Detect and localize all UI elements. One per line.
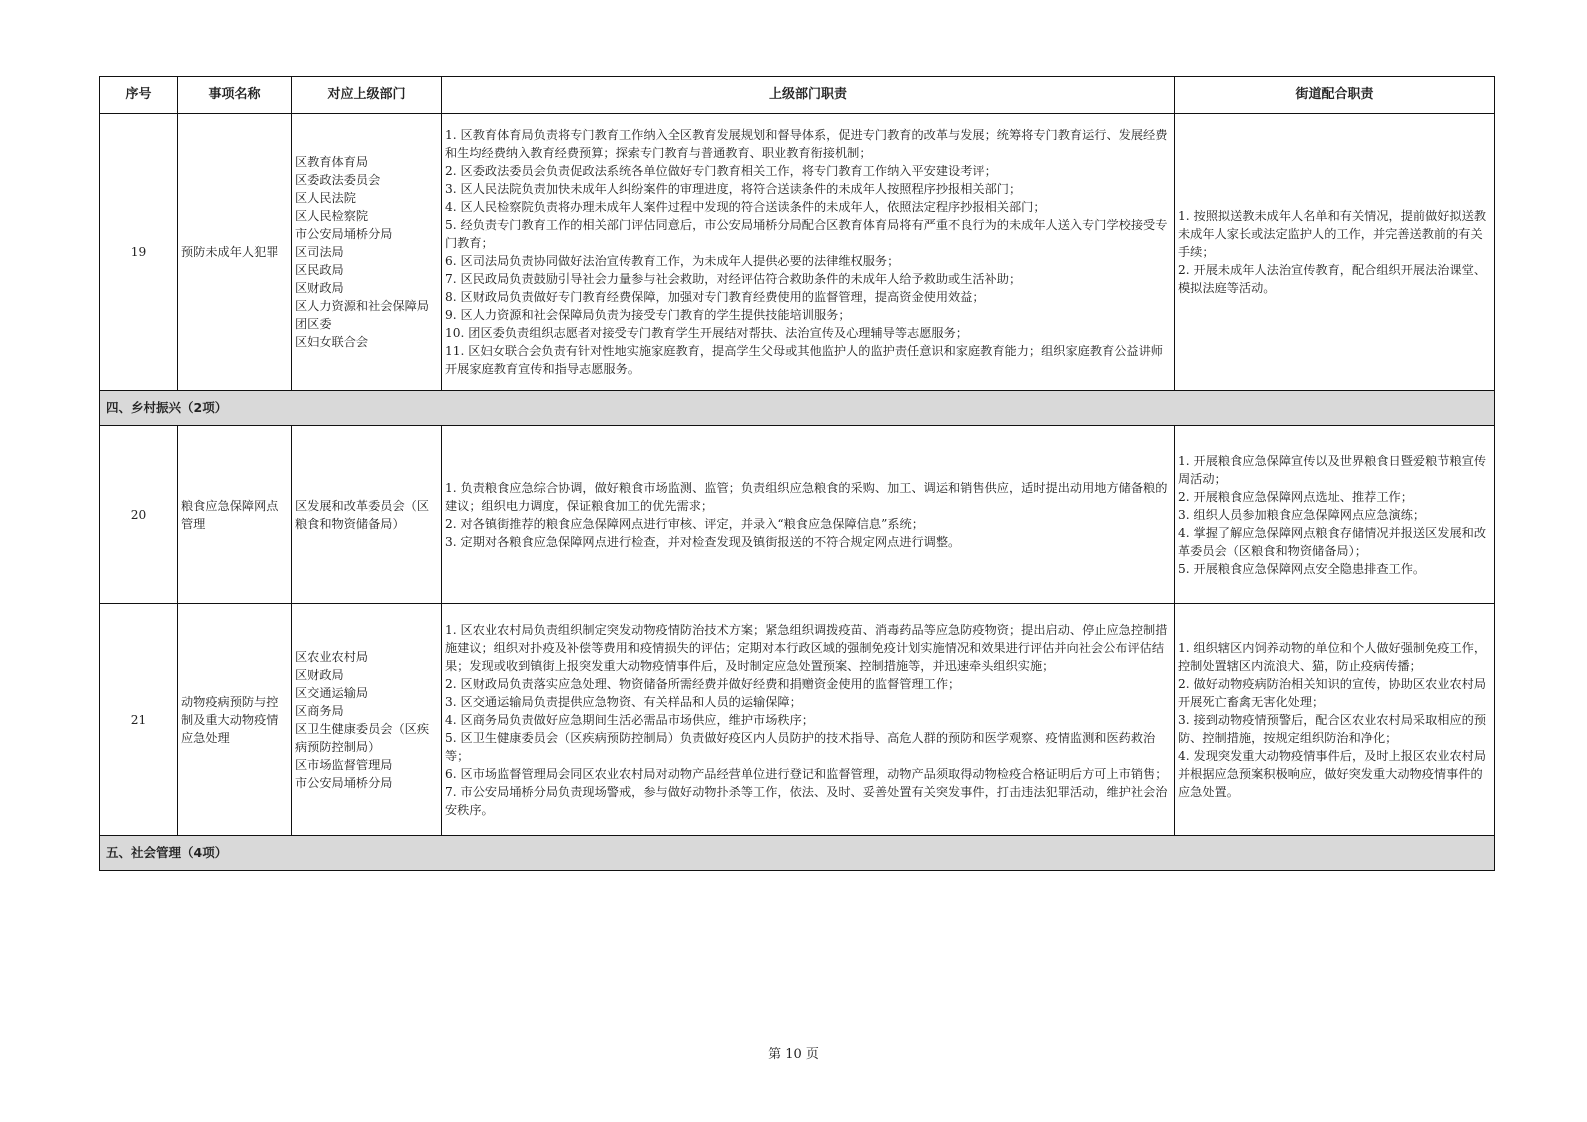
duty-item: 3. 区人民法院负责加快未成年人纠纷案件的审理进度，将符合送读条件的未成年人按照程序抄报相关部门； [445, 182, 1022, 196]
street-item: 3. 接到动物疫情预警后，配合区农业农村局采取相应的预防、控制措施，按规定组织防治和净化； [1178, 712, 1487, 745]
duty-item: 1. 负责粮食应急综合协调，做好粮食市场监测、监管；负责组织应急粮食的采购、加工、调运和销售供应，适时提出动用地方储备粮的建议；组织电力调度，保证粮食加工的优先需求； [445, 480, 1168, 513]
dept-cell [292, 604, 442, 836]
duty-item: 8. 区财政局负责做好专门教育经费保障，加强对专门教育经费使用的监督管理，提高资金使用效益； [445, 290, 985, 304]
dept-item: 区妇女联合会 [295, 335, 369, 349]
dept-cell [292, 426, 442, 604]
header-no: 序号 [100, 77, 178, 114]
duty-item: 2. 对各镇街推荐的粮食应急保障网点进行审核、评定，并录入“粮食应急保障信息”系统； [445, 516, 924, 531]
dept-item: 区教育体育局 [295, 155, 369, 169]
dept-item: 区委政法委员会 [295, 173, 381, 187]
duty-item: 9. 区人力资源和社会保障局负责为接受专门教育的学生提供技能培训服务； [445, 308, 851, 322]
duty-cell [442, 114, 1175, 391]
dept-item: 团区委 [295, 317, 332, 331]
duty-item: 2. 区委政法委员会负责促政法系统各单位做好专门教育相关工作，将专门教育工作纳入平安建设考评； [445, 164, 997, 178]
dept-item: 区市场监督管理局 [295, 757, 393, 772]
item-name: 动物疫病预防与控制及重大动物疫情应急处理 [178, 604, 292, 836]
street-item: 4. 掌握了解应急保障网点粮食存储情况并报送区发展和改革委员会（区粮食和物资储备局）； [1178, 525, 1487, 558]
street-item: 1. 组织辖区内饲养动物的单位和个人做好强制免疫工作，控制处置辖区内流浪犬、猫，防止疫病传播； [1178, 640, 1487, 673]
table-row [100, 604, 1495, 836]
dept-item: 区人民检察院 [295, 209, 369, 223]
dept-item: 区财政局 [295, 667, 344, 682]
dept-item: 区发展和改革委员会（区粮食和物资储备局） [295, 498, 430, 531]
page-number: 第 10 页 [768, 1047, 819, 1062]
duty-cell [442, 426, 1175, 604]
dept-item: 区交通运输局 [295, 685, 369, 700]
dept-cell [292, 114, 442, 391]
street-cell [1175, 114, 1495, 391]
dept-item: 区财政局 [295, 281, 344, 295]
duty-item: 2. 区财政局负责落实应急处理、物资储备所需经费并做好经费和捐赠资金使用的监督管理工作； [445, 676, 961, 691]
duty-item: 4. 区人民检察院负责将办理未成年人案件过程中发现的符合送读条件的未成年人，依照法定程序抄报相关部门； [445, 200, 1046, 214]
header-street: 街道配合职责 [1175, 77, 1495, 114]
section-row [100, 836, 1495, 871]
street-cell [1175, 604, 1495, 836]
dept-item: 区商务局 [295, 703, 344, 718]
row-number: 19 [100, 114, 178, 391]
dept-item: 区民政局 [295, 263, 344, 277]
dept-item: 市公安局埇桥分局 [295, 775, 393, 790]
duty-item: 3. 区交通运输局负责提供应急物资、有关样品和人员的运输保障； [445, 694, 802, 709]
street-item: 5. 开展粮食应急保障网点安全隐患排查工作。 [1178, 561, 1426, 576]
street-item: 2. 开展未成年人法治宣传教育，配合组织开展法治课堂、模拟法庭等活动。 [1178, 263, 1487, 295]
section-title-rural: 四、乡村振兴（2项） [100, 391, 1495, 426]
duty-item: 7. 市公安局埇桥分局负责现场警戒，参与做好动物扑杀等工作，依法、及时、妥善处置有关突发事件，打击违法犯罪活动，维护社会治安秩序。 [445, 784, 1168, 817]
street-item: 1. 按照拟送教未成年人名单和有关情况，提前做好拟送教未成年人家长或法定监护人的工作，并完善送教前的有关手续； [1178, 209, 1487, 259]
dept-item: 区人民法院 [295, 191, 356, 205]
item-name: 预防未成年人犯罪 [178, 114, 292, 391]
duty-cell [442, 604, 1175, 836]
street-item: 2. 开展粮食应急保障网点选址、推荐工作； [1178, 489, 1413, 504]
row-number: 21 [100, 604, 178, 836]
duty-item: 10. 团区委负责组织志愿者对接受专门教育学生开展结对帮扶、法治宣传及心理辅导等志愿服务； [445, 326, 968, 340]
row-number: 20 [100, 426, 178, 604]
street-item: 2. 做好动物疫病防治相关知识的宣传，协助区农业农村局开展死亡畜禽无害化处理； [1178, 676, 1487, 709]
dept-item: 区人力资源和社会保障局 [295, 299, 430, 313]
dept-item: 市公安局埇桥分局 [295, 227, 393, 241]
section-title-social: 五、社会管理（4项） [100, 836, 1495, 871]
duty-item: 1. 区农业农村局负责组织制定突发动物疫情防治技术方案；紧急组织调拨疫苗、消毒药品等应急防疫物资；提出启动、停止应急控制措施建议；组织对扑疫及补偿等费用和疫情损失的评估；定期对本行政区域的强制免疫计划实施情况和效果进行评估并向社会公布评估结果；发现或收到镇街上报突发重大动物疫情事件后，及时制定应急处置预案、控制措施等，并迅速牵头组织实施； [445, 622, 1168, 673]
responsibility-table [99, 76, 1495, 871]
street-item: 1. 开展粮食应急保障宣传以及世界粮食日暨爱粮节粮宣传周活动； [1178, 453, 1487, 486]
responsibility-table-page [99, 76, 1494, 871]
duty-item: 11. 区妇女联合会负责有针对性地实施家庭教育，提高学生父母或其他监护人的监护责任意识和家庭教育能力；组织家庭教育公益讲师开展家庭教育宣传和指导志愿服务。 [445, 344, 1163, 376]
duty-item: 5. 区卫生健康委员会（区疾病预防控制局）负责做好疫区内人员防护的技术指导、高危人群的预防和医学观察、疫情监测和医药救治等； [445, 730, 1156, 763]
duty-item: 6. 区司法局负责协同做好法治宣传教育工作，为未成年人提供必要的法律维权服务； [445, 254, 900, 268]
duty-item: 4. 区商务局负责做好应急期间生活必需品市场供应，维护市场秩序； [445, 712, 814, 727]
duty-item: 7. 区民政局负责鼓励引导社会力量参与社会救助，对经评估符合救助条件的未成年人给予救助或生活补助； [445, 272, 1022, 286]
street-item: 4. 发现突发重大动物疫情事件后，及时上报区农业农村局并根据应急预案积极响应，做好突发重大动物疫情事件的应急处置。 [1178, 748, 1487, 799]
header-dept: 对应上级部门 [292, 77, 442, 114]
duty-item: 6. 区市场监督管理局会同区农业农村局对动物产品经营单位进行登记和监督管理，动物产品须取得动物检疫合格证明后方可上市销售； [445, 766, 1168, 781]
duty-item: 1. 区教育体育局负责将专门教育工作纳入全区教育发展规划和督导体系，促进专门教育的改革与发展；统筹将专门教育运行、发展经费和生均经费纳入教育经费预算；探索专门教育与普通教育、职业教育衔接机制； [445, 128, 1168, 160]
duty-item: 5. 经负责专门教育工作的相关部门评估同意后，市公安局埇桥分局配合区教育体育局将有严重不良行为的未成年人送入专门学校接受专门教育； [445, 218, 1168, 250]
dept-item: 区农业农村局 [295, 649, 369, 664]
table-row [100, 426, 1495, 604]
header-duty: 上级部门职责 [442, 77, 1175, 114]
header-name: 事项名称 [178, 77, 292, 114]
section-row [100, 391, 1495, 426]
dept-item: 区司法局 [295, 245, 344, 259]
item-name: 粮食应急保障网点管理 [178, 426, 292, 604]
table-row [100, 114, 1495, 391]
street-cell [1175, 426, 1495, 604]
dept-item: 区卫生健康委员会（区疾病预防控制局） [295, 721, 430, 754]
header-row [100, 77, 1495, 114]
duty-item: 3. 定期对各粮食应急保障网点进行检查，并对检查发现及镇街报送的不符合规定网点进行调整。 [445, 534, 961, 549]
street-item: 3. 组织人员参加粮食应急保障网点应急演练； [1178, 507, 1426, 522]
